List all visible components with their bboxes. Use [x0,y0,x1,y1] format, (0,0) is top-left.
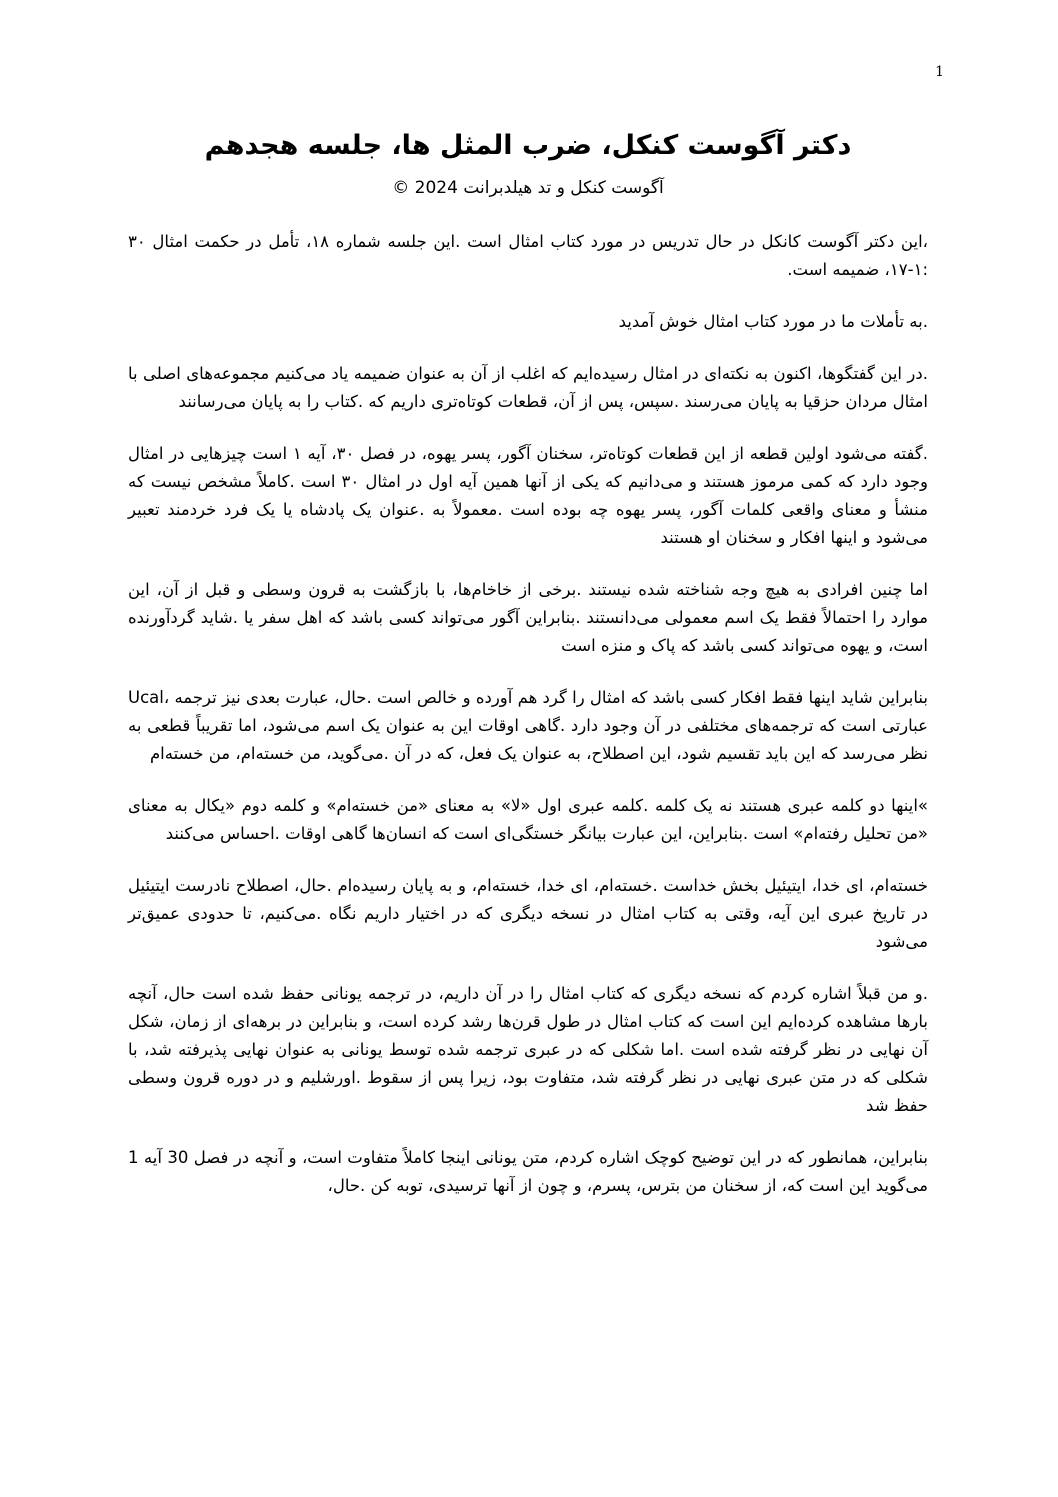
page-number: 1 [935,64,944,80]
paragraph: .گفته می‌شود اولین قطعه از این قطعات کوتاه‌تر، سخنان آگور، پسر یهوه، در فصل ۳۰، آیه ۱ است چیزهایی در امثال وجود دارد که کمی مرموز هستند و می‌دانیم که یکی از آنها همین آیه اول در امثال ۳۰ است .کاملاً مشخص نیست که منشأ و معنای واقعی کلمات آگور، پسر یهوه چه بوده است .معمولاً به .عنوان یک پادشاه یا یک فرد خردمند تعبیر می‌شود و اینها افکار و سخنان او هستند [128,444,929,547]
paragraph: .در این گفتگوها، اکنون به نکته‌ای در امثال رسیده‌ایم که اغلب از آن به عنوان ضمیمه یاد می‌کنیم مجموعه‌های اصلی با امثال مردان حزقیا به پایان می‌رسند .سپس، پس از آن، قطعات کوتاه‌تری داریم که .کتاب را به پایان می‌رسانند [128,364,928,411]
paragraph: بنابراین، همانطور که در این توضیح کوچک اشاره کردم، متن یونانی اینجا کاملاً متفاوت است، و آنچه در فصل 30 آیه 1 می‌گوید این است که، از سخنان من بترس، پسرم، و چون از آنها ترسیدی، توبه کن .حال، [128,1148,928,1195]
document-title: دکتر آگوست کنکل، ضرب المثل ها، جلسه هجدهم [204,130,852,161]
paragraph: .و من قبلاً اشاره کردم که نسخه دیگری که کتاب امثال را در آن داریم، در ترجمه یونانی حفظ شده است حال، آنچه بارها مشاهده کرده‌ایم این است که کتاب امثال در طول قرن‌ها رشد کرده است، و بنابراین در برهه‌ای از زمان، شکل آن نهایی در نظر گرفته شده است .اما شکلی که در عبری ترجمه شده توسط یونانی به عنوان نهایی پذیرفته شد، با شکلی که در متن عبری نهایی در نظر گرفته شد، متفاوت بود، زیرا پس از سقوط .اورشلیم و در دوره قرون وسطی حفظ شد [128,984,928,1115]
paragraph: اما چنین افرادی به هیچ وجه شناخته شده نیستند .برخی از خاخام‌ها، با بازگشت به قرون وسطی و قبل از آن، این موارد را احتمالاً فقط یک اسم معمولی می‌دانستند .بنابراین آگور می‌تواند کسی باشد که اهل سفر یا .شاید گردآورنده است، و یهوه می‌تواند کسی باشد که پاک و منزه است [128,580,928,655]
paragraph: بنابراین شاید اینها فقط افکار کسی باشد که امثال را گرد هم آورده و خالص است .حال، عبارت بعدی نیز ترجمه ،Ucal عبارتی است که ترجمه‌های مختلفی در آن وجود دارد .گاهی اوقات این به عنوان یک اسم می‌شود، اما تقریباً قطعی به نظر می‌رسد که این باید تقسیم شود، این اصطلاح، به عنوان یک فعل، که در آن .می‌گوید، من خسته‌ام، من خسته‌ام [128,688,928,763]
paragraph: »اینها دو کلمه عبری هستند نه یک کلمه .کلمه عبری اول «لا» به معنای «من خسته‌ام» و کلمه دوم «یکال به معنای «من تحلیل رفته‌ام» است .بنابراین، این عبارت بیانگر خستگی‌ای است که انسان‌ها گاهی اوقات .احساس می‌کنند [128,796,928,843]
document-body [128,228,928,1224]
paragraph: خسته‌ام، ای خدا، ایتیئیل بخش خداست .خسته‌ام، ای خدا، خسته‌ام، و به پایان رسیده‌ام .حال، اصطلاح نادرست ایتیئیل در تاریخ عبری این آیه، وقتی به کتاب امثال در نسخه دیگری که در اختیار داریم نگاه .می‌کنیم، تا حدودی عمیق‌تر می‌شود [128,876,928,951]
paragraph: ،این دکتر آگوست کانکل در حال تدریس در مورد کتاب امثال است .این جلسه شماره ۱۸، تأمل در حکمت امثال ۳۰ :۱-۱۷، ضمیمه است. [128,232,928,279]
paragraph: .به تأملات ما در مورد کتاب امثال خوش آمدید [618,312,928,331]
document-subtitle: آگوست کنکل و تد هیلدبرانت 2024 © [392,178,664,198]
